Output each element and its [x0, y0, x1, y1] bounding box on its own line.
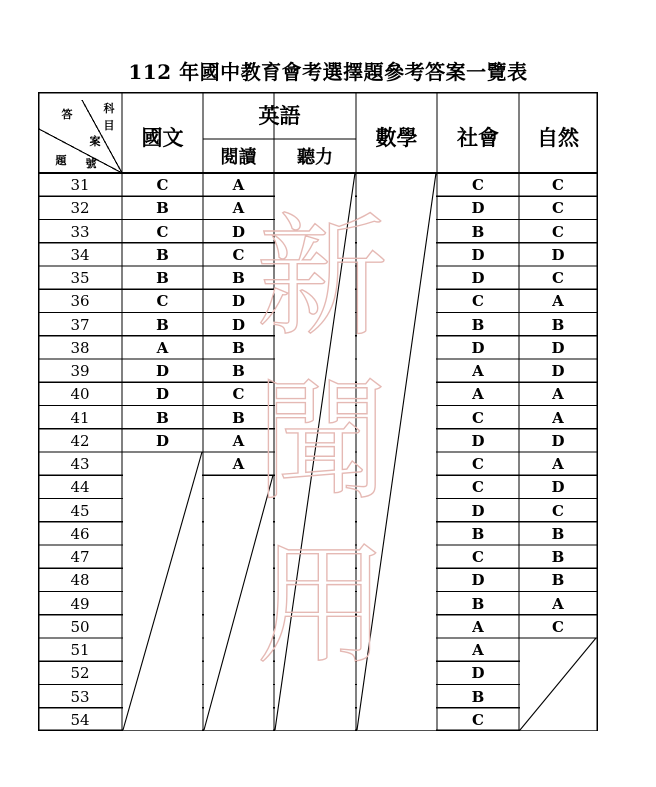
- answer-cell-science: D: [551, 362, 565, 380]
- answer-cell-chinese: D: [155, 362, 169, 380]
- answer-cell-science: A: [552, 594, 564, 613]
- answer-cell-chinese: D: [155, 385, 169, 404]
- answer-cell-science: B: [551, 315, 565, 334]
- question-number: 45: [70, 501, 90, 520]
- question-number: 49: [70, 594, 90, 613]
- question-number: 34: [70, 245, 90, 264]
- answer-cell-social: C: [472, 478, 484, 497]
- answer-cell-social: B: [471, 687, 485, 706]
- answer-cell-chinese: B: [156, 408, 169, 427]
- answer-cell-english-reading: D: [231, 222, 245, 241]
- answer-cell-social: B: [471, 524, 485, 543]
- answer-cell-chinese: B: [156, 199, 169, 218]
- question-number: 39: [70, 362, 90, 380]
- corner-subject-label-2: 目: [103, 119, 115, 132]
- answer-cell-english-reading: C: [232, 385, 245, 404]
- column-header-english: 英語: [258, 103, 301, 128]
- answer-table-grid: [38, 92, 598, 731]
- answer-cell-social: B: [471, 222, 485, 241]
- answer-cell-social: C: [472, 455, 484, 473]
- answer-cell-science: C: [552, 199, 564, 218]
- answer-cell-chinese: D: [155, 431, 169, 450]
- answer-cell-social: C: [472, 408, 484, 427]
- column-header-chinese: 國文: [141, 125, 184, 150]
- question-number: 54: [70, 710, 90, 729]
- answer-cell-social: B: [471, 315, 485, 334]
- answer-cell-social: D: [471, 431, 485, 450]
- question-number: 31: [70, 176, 90, 194]
- question-number: 47: [70, 548, 90, 566]
- answer-cell-science: D: [551, 478, 565, 497]
- answer-cell-science: A: [552, 385, 564, 404]
- answer-cell-chinese: C: [156, 176, 169, 194]
- answer-cell-social: C: [472, 292, 484, 311]
- answer-cell-social: D: [471, 664, 485, 683]
- answer-cell-science: A: [552, 455, 564, 473]
- answer-cell-english-reading: C: [232, 245, 245, 264]
- answer-cell-science: D: [551, 338, 565, 357]
- answer-cell-english-reading: B: [232, 269, 245, 287]
- answer-cell-chinese: B: [156, 315, 169, 334]
- question-number: 37: [70, 315, 90, 334]
- answer-cell-english-reading: D: [231, 292, 245, 311]
- corner-answer-label-1: 答: [61, 108, 73, 121]
- question-number: 41: [70, 408, 90, 427]
- answer-cell-english-reading: A: [232, 455, 245, 473]
- answer-cell-social: D: [471, 338, 485, 357]
- answer-cell-science: B: [551, 524, 565, 543]
- answer-cell-social: A: [472, 617, 484, 636]
- question-number: 36: [70, 292, 90, 311]
- column-header-math: 數學: [375, 125, 418, 150]
- answer-cell-chinese: C: [156, 222, 169, 241]
- question-number: 42: [70, 431, 90, 450]
- answer-cell-science: C: [552, 269, 564, 287]
- question-number: 46: [70, 524, 90, 543]
- question-number: 35: [70, 269, 90, 287]
- answer-cell-science: D: [551, 431, 565, 450]
- answer-cell-chinese: C: [156, 292, 169, 311]
- answer-cell-social: C: [472, 710, 484, 729]
- corner-answer-label-2: 案: [89, 135, 101, 148]
- answer-cell-science: C: [552, 617, 564, 636]
- answer-cell-english-reading: D: [231, 315, 245, 334]
- question-number: 32: [70, 199, 90, 218]
- answer-cell-social: D: [471, 501, 485, 520]
- answer-cell-science: C: [552, 501, 564, 520]
- answer-cell-english-reading: A: [232, 176, 245, 194]
- answer-cell-science: B: [551, 571, 565, 590]
- answer-cell-science: C: [552, 222, 564, 241]
- answer-cell-social: A: [472, 362, 484, 380]
- answer-cell-social: D: [471, 269, 485, 287]
- page-title: 112 年國中教育會考選擇題參考答案一覽表: [128, 60, 528, 84]
- answer-cell-english-reading: A: [232, 199, 245, 218]
- question-number: 52: [70, 664, 90, 683]
- question-number: 44: [70, 478, 90, 497]
- answer-cell-english-reading: A: [232, 431, 245, 450]
- answer-cell-chinese: B: [156, 269, 169, 287]
- answer-cell-social: D: [471, 199, 485, 218]
- answer-cell-science: A: [552, 292, 564, 311]
- question-number: 40: [70, 385, 90, 404]
- answer-cell-science: D: [551, 245, 565, 264]
- answer-cell-science: A: [552, 408, 564, 427]
- question-number: 51: [70, 641, 90, 659]
- answer-cell-science: C: [552, 176, 564, 194]
- answer-cell-science: B: [551, 548, 565, 566]
- answer-cell-social: A: [472, 641, 484, 659]
- question-number: 38: [70, 338, 90, 357]
- corner-question-label-1: 題: [55, 154, 67, 167]
- answer-cell-english-reading: B: [232, 338, 245, 357]
- question-number: 50: [70, 617, 90, 636]
- question-number: 48: [70, 571, 90, 590]
- answer-cell-chinese: B: [156, 245, 169, 264]
- answer-cell-social: C: [472, 176, 484, 194]
- answer-cell-social: C: [472, 548, 484, 566]
- answer-cell-chinese: A: [156, 338, 169, 357]
- question-number: 43: [70, 455, 90, 473]
- column-header-science: 自然: [537, 125, 579, 150]
- answer-cell-social: D: [471, 245, 485, 264]
- question-number: 53: [70, 687, 90, 706]
- column-header-english-reading: 閱讀: [220, 147, 257, 168]
- question-number: 33: [70, 222, 90, 241]
- column-header-english-listening: 聽力: [297, 147, 333, 168]
- answer-cell-social: A: [472, 385, 484, 404]
- answer-cell-english-reading: B: [232, 362, 245, 380]
- answer-cell-social: B: [471, 594, 485, 613]
- corner-question-label-2: 號: [85, 157, 97, 170]
- column-header-social: 社會: [457, 125, 499, 150]
- answer-cell-social: D: [471, 571, 485, 590]
- corner-subject-label-1: 科: [103, 102, 115, 115]
- answer-cell-english-reading: B: [232, 408, 245, 427]
